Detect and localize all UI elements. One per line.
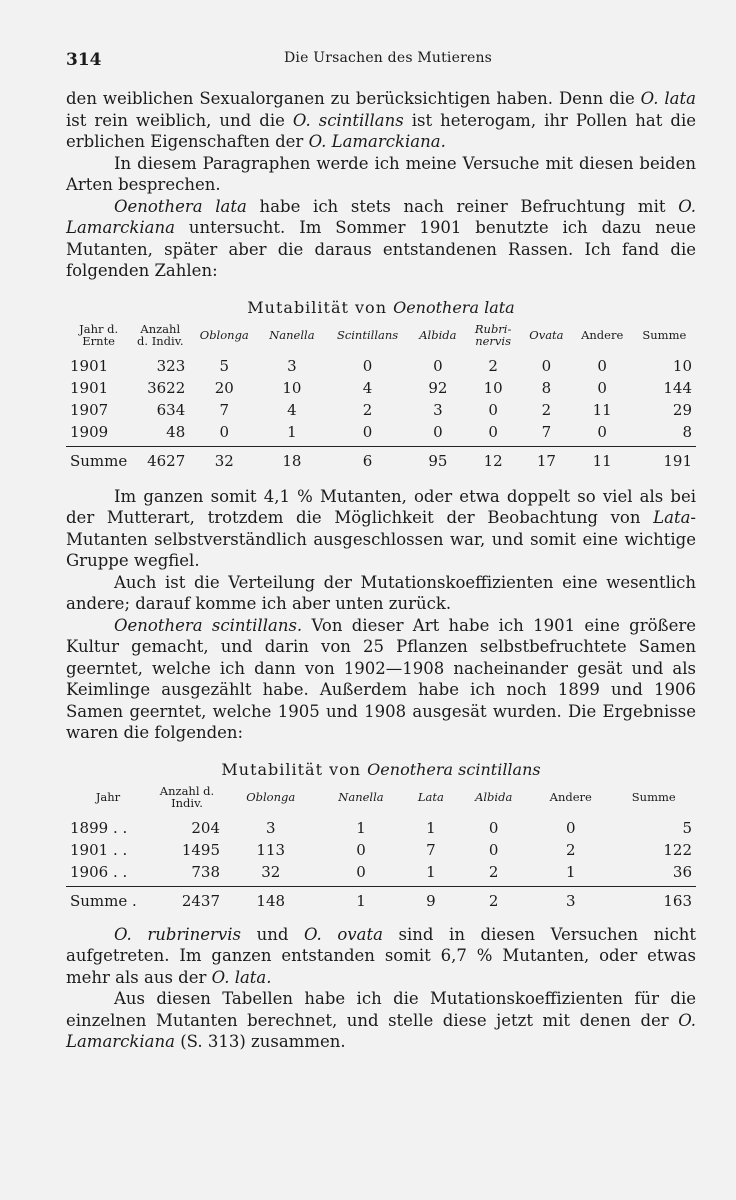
table-header-row <box>66 323 696 355</box>
table-cell: 0 <box>541 356 552 375</box>
table-cell: 18 <box>259 446 324 472</box>
header-jahr: Jahr <box>95 789 121 804</box>
header-jahr: Jahr d. Ernte <box>79 321 119 348</box>
table-cell: 2 <box>457 886 530 912</box>
table-cell: 0 <box>219 422 230 441</box>
table-cell: 2 <box>488 356 498 375</box>
table-cell: 122 <box>663 840 692 859</box>
paragraph-1 <box>66 88 696 153</box>
table-cell: 32 <box>261 862 281 881</box>
text-run: Von dieser Art habe ich 1901 eine größere Kultur gemacht, und darin von 25 Pflanzen selbstbefruchtete Samen geerntet, welche ich dann von 1902—1908 nacheinander gesät und als Keimlinge ausgezählt habe. Außerdem habe ich noch 1899 und 1906 Samen geerntet, welche 1905 und 1908 ausgesät wurden. Die Ergebnisse waren die folgenden: <box>66 615 696 742</box>
table-row <box>66 817 696 839</box>
table-cell: 148 <box>224 886 317 912</box>
text-run: (S. 313) zusammen. <box>174 1032 346 1051</box>
text-run: und <box>240 924 304 944</box>
table-cell: 0 <box>597 422 607 441</box>
table-cell: 8 <box>682 422 692 441</box>
text-run: habe ich stets nach reiner Befruchtung mit <box>246 196 679 216</box>
italic-text: O. Lamarckiana. <box>308 132 446 151</box>
table-header-row <box>66 785 696 817</box>
table-cell: 10 <box>282 378 302 397</box>
text-run: Auch ist die Verteilung der Mutationskoeffizienten eine wesentlich andere; darauf komme ich aber unten zurück. <box>66 572 696 613</box>
table-cell: 0 <box>356 840 366 859</box>
header-oblonga: Oblonga <box>246 789 296 804</box>
italic-text: O. scintillans <box>292 110 404 130</box>
table-cell: Summe <box>66 446 131 472</box>
italic-text: Lata <box>653 508 691 527</box>
text-run: untersucht. Im Sommer 1901 benutzte ich dazu neue Mutanten, später aber die daraus entstandenen Rassen. Ich fand die folgenden Zahlen: <box>66 218 696 280</box>
table-lata <box>66 323 696 472</box>
table-cell: 2 <box>541 400 552 419</box>
table-cell: 1 <box>356 818 366 837</box>
table-cell: 1901 . . <box>70 840 128 859</box>
text-run: -Mutanten selbstverständlich ausgeschlossen war, und somit eine wichtige Gruppe wegfiel. <box>66 508 696 570</box>
paragraph-6 <box>66 615 696 744</box>
header-summe: Summe <box>642 327 687 342</box>
table-cell: 0 <box>433 356 443 375</box>
table-cell: 0 <box>597 378 607 397</box>
table-cell: 36 <box>672 862 692 881</box>
text-run: sind in diesen Versuchen nicht aufgetreten. Im ganzen entstanden somit 6,7 % Mutanten, oder etwas mehr als aus der <box>66 924 696 987</box>
paragraph-4 <box>66 486 696 572</box>
header-ovata: Ovata <box>529 327 564 342</box>
table-1-title: Mutabilität von Oenothera lata <box>247 297 515 317</box>
italic-text: O. Lamarckiana <box>66 196 696 237</box>
table-2-title: Mutabilität von Oenothera scintillans <box>221 759 541 779</box>
table-cell: 4627 <box>131 446 189 472</box>
header-andere: Andere <box>581 327 624 342</box>
header-albida: Albida <box>475 789 513 804</box>
table-cell: 1909 <box>70 422 109 441</box>
header-summe: Summe <box>631 789 676 804</box>
table-row <box>66 399 696 421</box>
text-run: ist heterogam, ihr Pollen hat die erblichen Eigenschaften der <box>66 110 696 151</box>
table-cell: 92 <box>428 378 448 397</box>
table-scintillans <box>66 785 696 912</box>
table-cell: 3 <box>433 400 443 419</box>
table-cell: 1901 <box>70 356 109 375</box>
table-cell: 20 <box>214 378 234 397</box>
table-cell: 4 <box>287 400 297 419</box>
table-row <box>66 355 696 377</box>
table-cell: 11 <box>572 446 633 472</box>
table-cell: 2 <box>565 840 576 859</box>
table-cell: 2437 <box>150 886 224 912</box>
table-cell: 144 <box>663 378 692 397</box>
italic-text: O. rubrinervis <box>114 924 241 944</box>
table-cell: 9 <box>404 886 457 912</box>
table-cell: 3622 <box>147 378 186 397</box>
table-cell: 10 <box>672 356 692 375</box>
table-cell: 204 <box>191 818 220 837</box>
page-header <box>66 40 696 70</box>
table-cell: 10 <box>483 378 503 397</box>
table-cell: 0 <box>488 400 498 419</box>
text-run: ist rein weiblich, und die <box>66 110 293 130</box>
table-cell: 3 <box>265 818 276 837</box>
table-cell: 95 <box>411 446 465 472</box>
table-cell: 7 <box>426 840 436 859</box>
table-cell: 11 <box>592 400 612 419</box>
table-cell: 1 <box>317 886 404 912</box>
header-scintillans: Scintillans <box>336 327 399 342</box>
table-cell: 5 <box>682 818 692 837</box>
table-cell: 4 <box>362 378 373 397</box>
table-cell: 6 <box>324 446 410 472</box>
header-lata: Lata <box>417 789 444 804</box>
text-run: Aus diesen Tabellen habe ich die Mutationskoeffizienten für die einzelnen Mutanten berechnet, und stelle diese jetzt mit denen der <box>66 989 696 1030</box>
table-cell: 1 <box>565 862 576 881</box>
table-cell: 1901 <box>70 378 109 397</box>
table-sum-row <box>66 886 696 912</box>
table-cell: 5 <box>219 356 230 375</box>
table-cell: 0 <box>356 862 366 881</box>
table-cell: 1899 . . <box>70 818 128 837</box>
table-cell: 323 <box>156 356 186 375</box>
header-albida: Albida <box>419 327 457 342</box>
paragraph-3 <box>66 196 696 282</box>
table-cell: 29 <box>672 400 692 419</box>
table-cell: 0 <box>488 422 498 441</box>
table-cell: 113 <box>256 840 286 859</box>
table-cell: 634 <box>156 400 186 419</box>
table-cell: 2 <box>488 862 499 881</box>
table-row <box>66 377 696 399</box>
table-cell: 1495 <box>181 840 220 859</box>
table-row <box>66 861 696 887</box>
page-number: 314 <box>66 50 102 70</box>
table-cell: 0 <box>597 356 607 375</box>
table-cell: 1 <box>426 862 436 881</box>
italic-text: O. lata <box>640 89 696 108</box>
book-page <box>66 40 696 1053</box>
table-cell: 0 <box>488 840 499 859</box>
table-cell: 0 <box>362 422 373 441</box>
table-cell: 1906 . . <box>70 862 128 881</box>
table-cell: 163 <box>611 886 696 912</box>
header-nanella: Nanella <box>338 789 384 804</box>
italic-text: O. Lamarckiana <box>66 1010 696 1051</box>
paragraph-8 <box>66 988 696 1053</box>
table-cell: 8 <box>541 378 552 397</box>
text-run: Im ganzen somit 4,1 % Mutanten, oder etwa doppelt so viel als bei der Mutterart, trotzdem die Möglichkeit der Beobachtung von <box>66 486 696 527</box>
table-cell: 1907 <box>70 400 109 419</box>
table-cell: 7 <box>541 422 552 441</box>
table-cell: 17 <box>521 446 572 472</box>
italic-text: Oenothera scintillans. <box>114 615 303 635</box>
header-anzahl: Anzahl d. Indiv. <box>159 783 215 810</box>
table-cell: 1 <box>426 818 436 837</box>
header-nanella: Nanella <box>269 327 315 342</box>
table-row <box>66 421 696 447</box>
italic-text: O. lata. <box>211 967 272 987</box>
table-cell: 191 <box>633 446 696 472</box>
table-cell: 738 <box>191 862 220 881</box>
table-sum-row <box>66 446 696 472</box>
paragraph-5 <box>66 572 696 615</box>
italic-text: O. ovata <box>303 924 383 944</box>
text-run: In diesem Paragraphen werde ich meine Versuche mit diesen beiden Arten besprechen. <box>66 153 696 194</box>
table-cell: 0 <box>565 818 576 837</box>
table-cell: 48 <box>166 422 186 441</box>
text-run: den weiblichen Sexualorganen zu berücksichtigen haben. Denn die <box>66 89 641 108</box>
table-cell: 12 <box>465 446 521 472</box>
table-cell: Summe . <box>66 886 150 912</box>
italic-text: Oenothera lata <box>114 196 247 216</box>
table-cell: 0 <box>488 818 499 837</box>
table-cell: 2 <box>362 400 373 419</box>
table-cell: 7 <box>219 400 230 419</box>
table-cell: 0 <box>433 422 443 441</box>
table-cell: 32 <box>189 446 259 472</box>
header-oblonga: Oblonga <box>199 327 249 342</box>
table-cell: 3 <box>530 886 611 912</box>
table-row <box>66 839 696 861</box>
paragraph-7 <box>66 924 696 989</box>
header-rubrinervis: Rubri-nervis <box>474 321 512 348</box>
paragraph-2 <box>66 153 696 196</box>
header-anzahl: Anzahl d. Indiv. <box>137 321 184 348</box>
table-cell: 0 <box>362 356 373 375</box>
table-cell: 3 <box>287 356 297 375</box>
table-cell: 1 <box>287 422 297 441</box>
header-andere: Andere <box>549 789 592 804</box>
running-title: Die Ursachen des Mutierens <box>284 50 493 66</box>
